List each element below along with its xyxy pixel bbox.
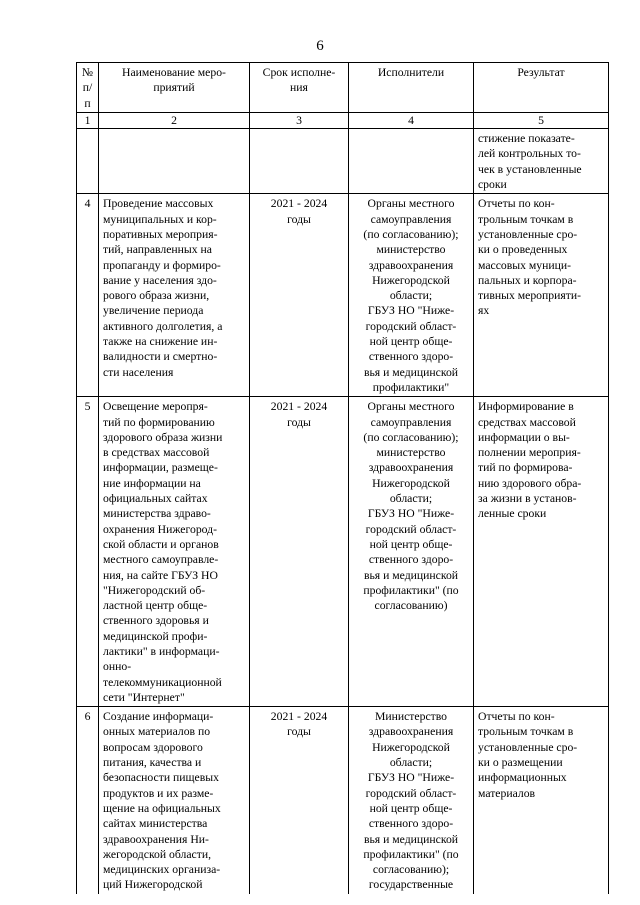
cell-name: Создание информаци- онных материалов по вопросам здорового питания, качества и безопасности пищевых продуктов и их разме- щение на официальных сайтах министерства здравоохранения Ни- жегородской области, медицинских организа- ций Нижегородской: [99, 707, 250, 894]
column-number: 1: [77, 112, 99, 128]
column-number: 3: [250, 112, 349, 128]
cell-result: стижение показате- лей контрольных то- чек в установленные сроки: [474, 129, 609, 194]
column-number: 4: [349, 112, 474, 128]
cell-executors: Министерство здравоохранения Нижегородской области; ГБУЗ НО "Ниже- городский област- ной центр обще- ственного здоро- вья и медицинской профилактики" (по согласованию); государственные: [349, 707, 474, 894]
continuation-row: [77, 129, 609, 194]
cell-num: 5: [77, 397, 99, 707]
measures-table: [76, 62, 609, 894]
header-name: Наименование меро- приятий: [99, 63, 250, 113]
cell-term: [250, 129, 349, 194]
table-row: [77, 707, 609, 894]
cell-term: 2021 - 2024 годы: [250, 707, 349, 894]
cell-num: 4: [77, 194, 99, 397]
header-executors: Исполнители: [349, 63, 474, 113]
column-number-row: [77, 112, 609, 128]
header-term: Срок исполне- ния: [250, 63, 349, 113]
cell-result: Информирование в средствах массовой информации о вы- полнении мероприя- тий по формирова- нию здорового обра- за жизни в установ- ленные сроки: [474, 397, 609, 707]
cell-executors: [349, 129, 474, 194]
cell-num: 6: [77, 707, 99, 894]
column-number: 5: [474, 112, 609, 128]
table-row: [77, 194, 609, 397]
cell-term: 2021 - 2024 годы: [250, 397, 349, 707]
cell-executors: Органы местного самоуправления (по согласованию); министерство здравоохранения Нижегородской области; ГБУЗ НО "Ниже- городский област- ной центр обще- ственного здоро- вья и медицинской профилактики" (по согласованию): [349, 397, 474, 707]
column-number: 2: [99, 112, 250, 128]
cell-name: Освещение меропря- тий по формированию здорового образа жизни в средствах массовой информации, размеще- ние информации на официальных сайтах министерства здраво- охранения Нижегород- ской области и органов местного самоуправле- ния, на сайте ГБУЗ НО "Нижегородский об- ластной центр обще- ственного здоровья и медицинской профи- лактики" в информаци- онно- телекоммуникационной сети "Интернет": [99, 397, 250, 707]
cell-name: [99, 129, 250, 194]
cell-name: Проведение массовых муниципальных и кор- поративных мероприя- тий, направленных на пропаганду и формиро- вание у населения здо- рового образа жизни, увеличение периода активного долголетия, а также на снижение ин- валидности и смертно- сти населения: [99, 194, 250, 397]
cell-executors: Органы местного самоуправления (по согласованию); министерство здравоохранения Нижегородской области; ГБУЗ НО "Ниже- городский област- ной центр обще- ственного здоро- вья и медицинской профилактики": [349, 194, 474, 397]
cell-num: [77, 129, 99, 194]
cell-result: Отчеты по кон- трольным точкам в установленные сро- ки о размещении информационных материалов: [474, 707, 609, 894]
page-number: 6: [316, 38, 324, 54]
header-result: Результат: [474, 63, 609, 113]
table-header-row: [77, 63, 609, 113]
header-num: № п/п: [77, 63, 99, 113]
cell-term: 2021 - 2024 годы: [250, 194, 349, 397]
cell-result: Отчеты по кон- трольным точкам в установленные сро- ки о проведенных массовых муници- пальных и корпора- тивных мероприяти- ях: [474, 194, 609, 397]
table-row: [77, 397, 609, 707]
